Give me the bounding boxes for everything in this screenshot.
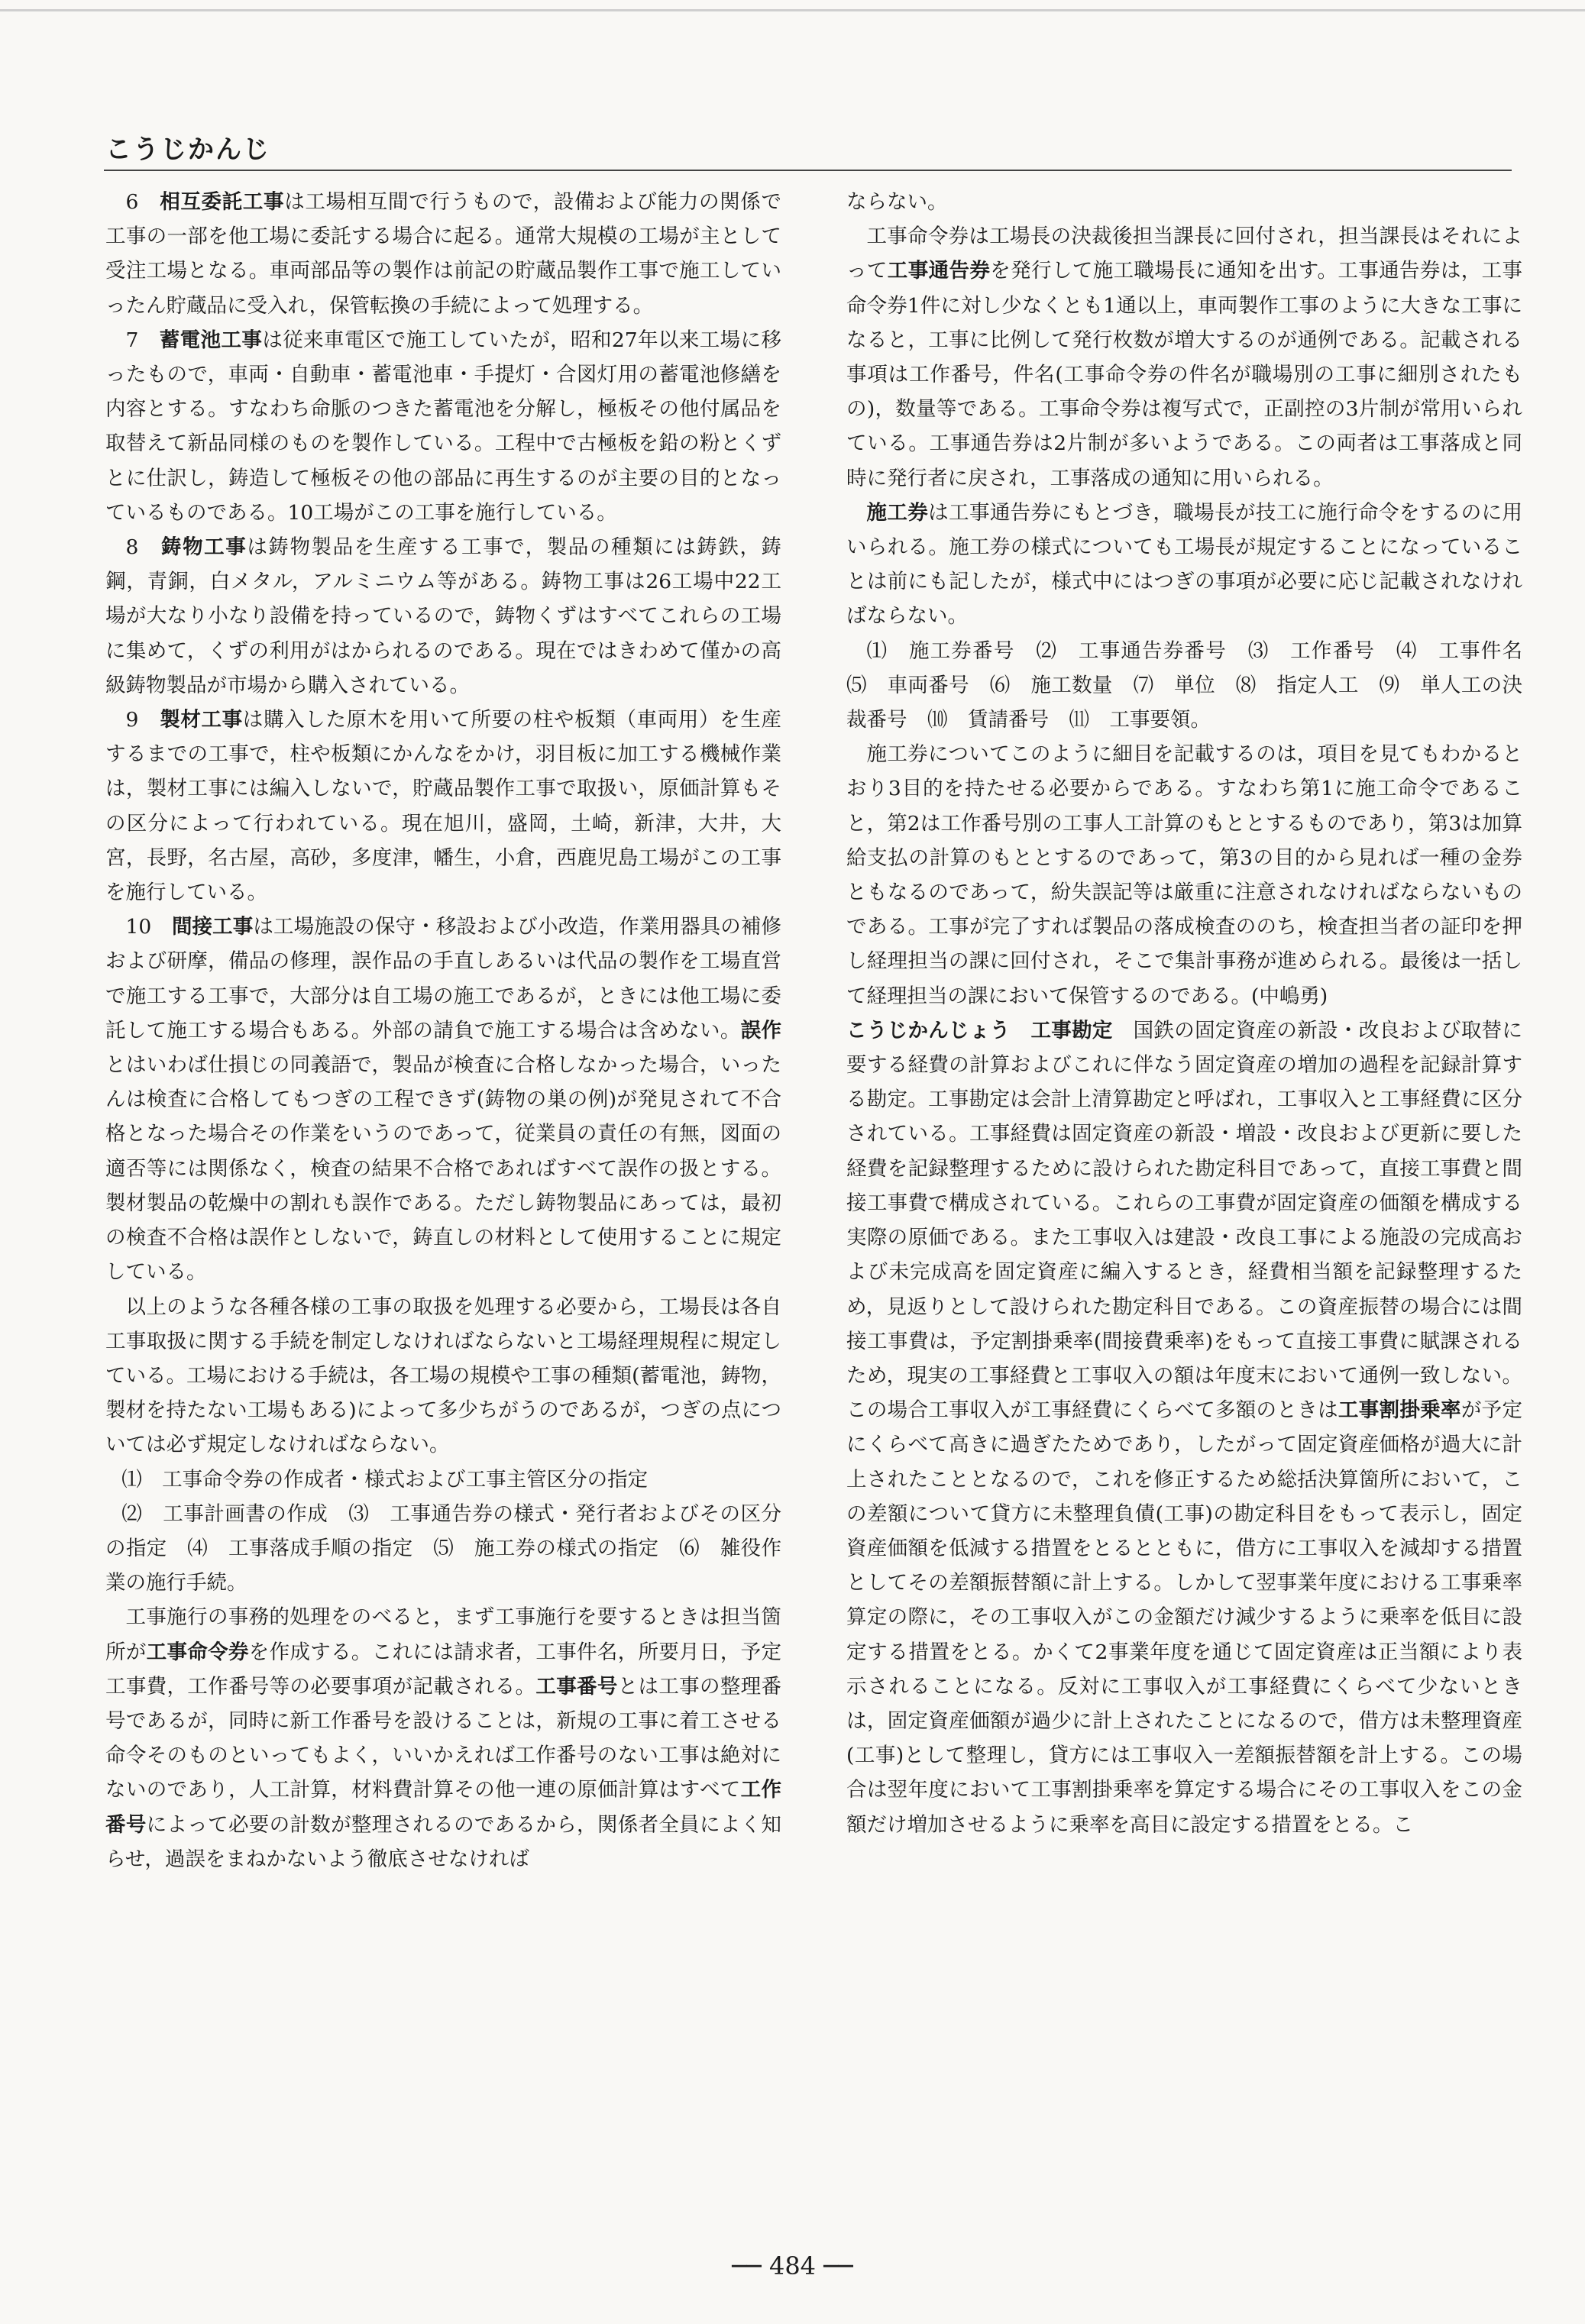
paragraph-work-ticket [846, 496, 1522, 634]
paragraph-text: が予定にくらべて高きに過ぎたためであり，したがって固定資産価格が過大に計上されたこととなるので，これを修正するため総括決算箇所において，この差額について貸方に未整理負債(工事)の勘定科目をもって表示し，固定資産価額を低減する措置をとるとともに，借方に工事収入を減却する措置としてその差額振替額に計上する。しかして翌事業年度における工事乗率算定の際に，その工事収入がこの金額だけ減少するように乗率を低目に設定する措置をとる。かくて2事業年度を通じて固定資産は正当額により表示されることになる。反対に工事収入が工事経費にくらべて少ないときは，固定資産価額が過少に計上されたことになるので，借方は未整理資産(工事)として整理し，貸方には工事収入一差額振替額を計上する。この場合は翌年度において工事割掛乗率を算定する場合にその工事収入をこの金額だけ増加させるように乗率を高目に設定する措置をとる。こ [846, 1398, 1522, 1837]
entry-headword: 工事勘定 [1030, 1018, 1113, 1042]
paragraph-text: によって必要の計数が整理されるのであるから，関係者全員によく知らせ，過誤をまねかないよう徹底させなければ [105, 1812, 781, 1871]
paragraph-text: とはいわば仕損じの同義語で，製品が検査に合格しなかった場合，いったんは検査に合格してもつぎの工程できず(鋳物の巣の例)が発見されて不合格となった場合その作業をいうのであって，従業員の責任の有無，図面の適否等には関係なく，検査の結果不合格であればすべて誤作の扱とする。製材製品の乾燥中の割れも誤作である。ただし鋳物製品にあっては，最初の検査不合格は誤作としないで，鋳直しの材料として使用することに規定している。 [105, 1053, 781, 1285]
paragraph-6 [105, 185, 781, 323]
term-bold: 工事命令券 [146, 1640, 249, 1664]
item-number: 9 [125, 708, 139, 732]
term-bold: 工事割掛乗率 [1338, 1398, 1461, 1423]
paragraph-work-order [105, 1600, 781, 1876]
term-bold: 工事番号 [535, 1674, 618, 1699]
term-bold: 施工券 [866, 500, 929, 525]
paragraph-8 [105, 530, 781, 703]
header-rule [104, 170, 1512, 171]
item-number: 10 [125, 915, 152, 939]
paragraph-text: は従来車電区で施工していたが，昭和27年以来工場に移ったもので，車両・自動車・蓄電池車・手提灯・合図灯用の蓄電池修繕を内容とする。すなわち命脈のつきた蓄電池を分解し，極板その他付属品を取替えて新品同様のものを製作している。工程中で古極板を鉛の粉とくずとに仕訳し，鋳造して極板その他の部品に再生するのが主要の目的となっているものである。10工場がこの工事を施行している。 [105, 328, 782, 525]
left-column [105, 185, 781, 1876]
paragraph-text: とは工事の整理番号であるが，同時に新工作番号を設けることは，新規の工事に着工させる命令そのものといってもよく，いいかえれば工作番号のない工事は絶対にないのであり，人工計算，材料費計算その他一連の原価計算はすべて [105, 1674, 781, 1802]
paragraph-text: は購入した原木を用いて所要の柱や板類（車両用）を生産するまでの工事で，柱や板類にかんなをかけ，羽目板に加工する機械作業は，製材工事には編入しないで，貯蔵品製作工事で取扱い，原価計算もその区分によって行われている。現在旭川，盛岡，土崎，新津，大井，大宮，長野，名古屋，高砂，多度津，幡生，小倉，西鹿児島工場がこの工事を施行している。 [105, 708, 782, 905]
term-bold: 製材工事 [160, 708, 243, 732]
page-number: ── 484 ── [732, 2251, 853, 2280]
paragraph-text: は工事通告券にもとづき，職場長が技工に施行命令をするのに用いられる。施工券の様式についても工場長が規定することになっていることは前にも記したが，様式中にはつぎの事項が必要に応じ記載されなければならない。 [846, 500, 1522, 629]
paragraph-summary: 以上のような各種各様の工事の取扱を処理する必要から，工場長は各自工事取扱に関する手続を制定しなければならないと工場経理規程に規定している。工場における手続は，各工場の規模や工事の種類(蓄電池，鋳物，製材を持たない工場もある)によって多少ちがうのであるが，つぎの点については必ず規定しなければならない。 [105, 1295, 781, 1457]
entry-reading: こうじかんじょう [846, 1018, 1011, 1042]
paragraph-text: は工場相互間で行うもので，設備および能力の関係で工事の一部を他工場に委託する場合に起る。通常大規模の工場が主として受注工場となる。車両部品等の製作は前記の貯蔵品製作工事で施工していったん貯蔵品に受入れ，保管転換の手続によって処理する。 [105, 190, 782, 318]
ticket-items-list: ⑴ 施工券番号 ⑵ 工事通告券番号 ⑶ 工作番号 ⑷ 工事件名 ⑸ 車両番号 ⑹ 施工数量 ⑺ 単位 ⑻ 指定人工 ⑼ 単人工の決裁番号 ⑽ 賃請番号 ⑾ 工事要領。 [846, 638, 1543, 732]
term-bold: 蓄電池工事 [159, 328, 263, 352]
paragraph-text: を発行して施工職場長に通知を出す。工事通告券は，工事命令券1件に対し少なくとも1通以上，車両製作工事のように大きな工事になると，工事に比例して発行枚数が増大するのが通例である。記載される事項は工作番号，件名(工事命令券の件名が職場別の工事に細別されたもの)，数量等である。工事命令券は複写式で，正副控の3片制が常用いられている。工事通告券は2片制が多いようである。この両者は工事落成と同時に発行者に戻され，工事落成の通知に用いられる。 [846, 259, 1523, 490]
paragraph-10 [105, 910, 781, 1289]
term-bold: 工作番号 [105, 1778, 782, 1837]
term-bold: 相互委託工事 [160, 190, 285, 214]
term-bold: 誤作 [740, 1018, 781, 1042]
requirements-list [105, 1463, 781, 1601]
paragraph-ticket-purpose: 施工券についてこのように細目を記載するのは，項目を見てもわかるとおり3目的を持たせる必要からである。すなわち第1に施工命令であること，第2は工作番号別の工事人工計算のもととするものであり，第3は加算給支払の計算のもととするのであって，第3の目的から見れば一種の金券ともなるのであって，紛失誤記等は厳重に注意されなければならないものである。工事が完了すれば製品の落成検査ののち，検査担当者の証印を押し経理担当の課に回付され，そこで集計事務が進められる。最後は一括して経理担当の課において保管するのである。(中嶋勇) [846, 742, 1522, 1008]
list-item: ⑴ 工事命令券の作成者・様式および工事主管区分の指定 [121, 1467, 649, 1492]
running-header-title: こうじかんじ [105, 134, 270, 165]
right-column [846, 185, 1543, 1842]
dictionary-entry [846, 1013, 1522, 1842]
list-item: ⑵ 工事計画書の作成 ⑶ 工事通告券の様式・発行者およびその区分の指定 ⑷ 工事落成手順の指定 ⑸ 施工券の様式の指定 ⑹ 雑役作業の施行手続。 [105, 1501, 781, 1595]
paragraph-text: 工事命令券は工場長の決裁後担当課長に回付され，担当課長はそれによって [846, 225, 1522, 283]
paragraph-7 [105, 323, 781, 530]
term-bold: 工事通告券 [887, 259, 991, 283]
paragraph-work-notice [846, 219, 1522, 496]
term-bold: 鋳物工事 [161, 535, 247, 560]
paragraph-9 [105, 703, 781, 910]
item-number: 6 [125, 190, 139, 214]
paragraph-text: は鋳物製品を生産する工事で，製品の種類には鋳鉄，鋳鋼，青銅，白メタル，アルミニウム等がある。鋳物工事は26工場中22工場が大なり小なり設備を持っているので，鋳物くずはすべてこれらの工場に集めて，くずの利用がはかられるのである。現在ではきわめて僅かの高級鋳物製品が市場から購入されている。 [105, 535, 782, 697]
paragraph-continuation: ならない。 [846, 190, 948, 214]
paragraph-text: を作成する。これには請求者，工事件名，所要月日，予定工事費，工作番号等の必要事項が記載される。 [105, 1640, 781, 1699]
paragraph-text: は工場施設の保守・移設および小改造，作業用器具の補修および研摩，備品の修理，誤作品の手直しあるいは代品の製作を工場直営で施工する工事で，大部分は自工場の施工であるが，ときには他工場に委託して施工する場合もある。外部の請負で施工する場合は含めない。 [105, 915, 782, 1042]
paragraph-text: 工事施行の事務的処理をのべると，まず工事施行を要するときは担当箇所が [105, 1605, 781, 1664]
item-number: 7 [125, 328, 139, 352]
paragraph-text: 国鉄の固定資産の新設・改良および取替に要する経費の計算およびこれに伴なう固定資産の増加の過程を記録計算する勘定。工事勘定は会計上清算勘定と呼ばれ，工事収入と工事経費に区分されている。工事経費は固定資産の新設・増設・改良および更新に要した経費を記録整理するために設けられた勘定科目であって，直接工事費と間接工事費で構成されている。これらの工事費が固定資産の価額を構成する実際の原価である。また工事収入は建設・改良工事による施設の完成高および未完成高を固定資産に編入するとき，経費相当額を記録整理するため，見返りとして設けられた勘定科目である。この資産振替の場合には間接工事費は，予定割掛乗率(間接費乗率)をもって直接工事費に賦課されるため，現実の工事経費と工事収入の額は年度末において通例一致しない。この場合工事収入が工事経費にくらべて多額のときは [846, 1018, 1522, 1423]
term-bold: 間接工事 [171, 915, 254, 939]
item-number: 8 [125, 535, 139, 560]
top-edge-rule [0, 9, 1585, 11]
